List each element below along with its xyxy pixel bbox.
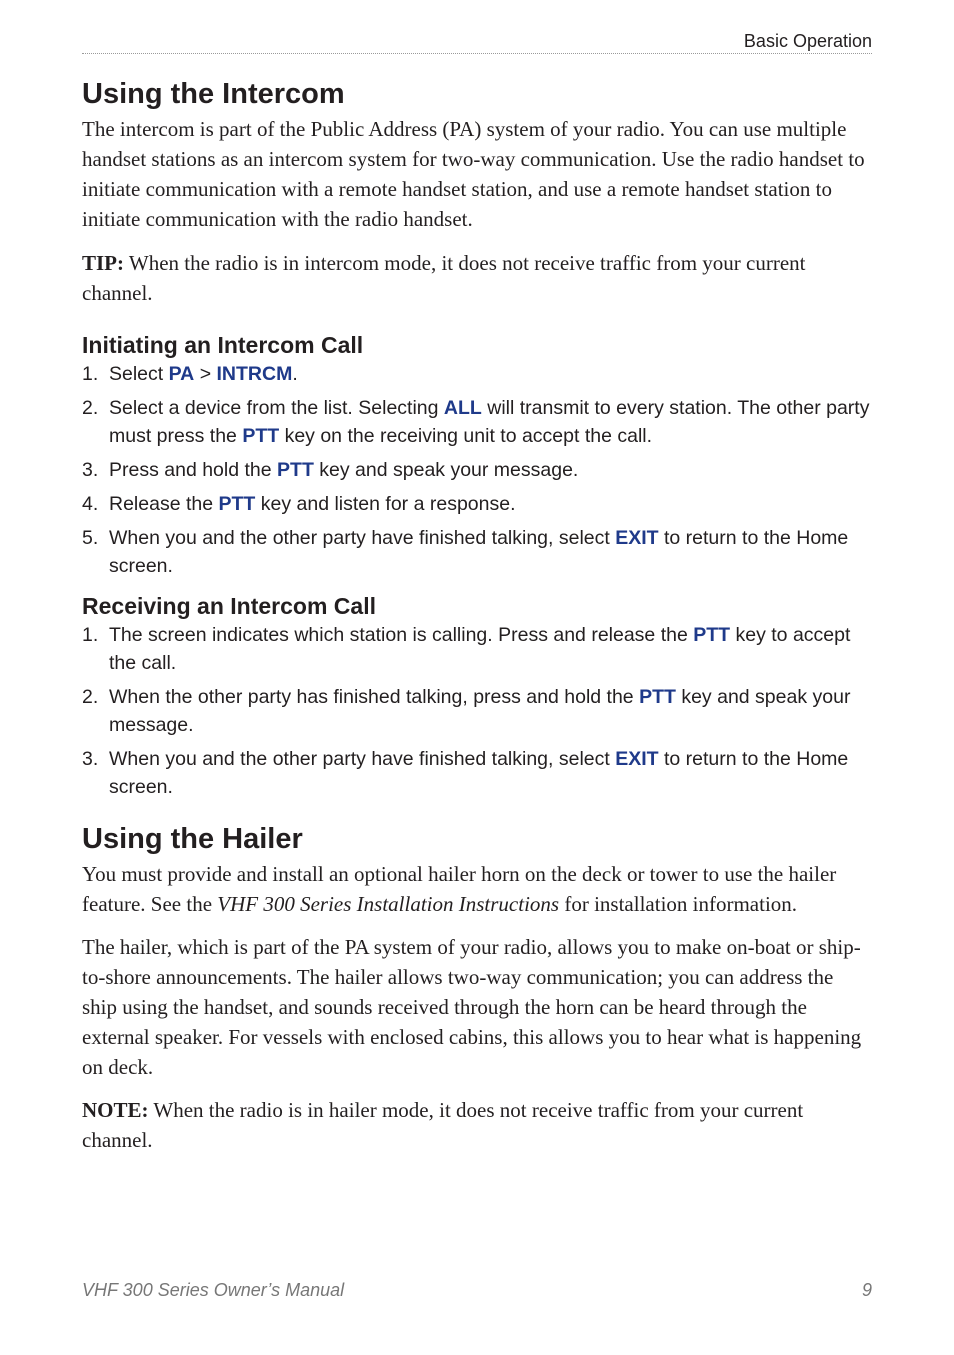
running-header: Basic Operation [743,31,872,51]
step-number: 2. [82,686,99,708]
key-name: PTT [639,686,676,708]
hailer-heading: Using the Hailer [82,823,303,855]
list-item [82,456,872,484]
key-name: PA [168,363,195,385]
intercom-heading: Using the Intercom [82,78,345,110]
note-label: NOTE: [82,1098,149,1122]
hailer-description: The hailer, which is part of the PA system of your radio, allows you to make on-boat or ship-to-shore announcements. The hailer allows two-way communication; you can address the ship using the handset, and sounds received through the horn can be heard through the external speaker. For vessels with enclosed cabins, this allows you to hear what is happening on deck. [82,935,862,1079]
step-text: Release the [109,493,219,515]
step-number: 1. [82,363,99,385]
list-item [82,683,872,739]
step-text: key and speak your message. [109,686,851,736]
note-text: When the radio is in hailer mode, it does not receive traffic from your current channel. [82,1098,804,1152]
tip-label: TIP: [82,251,124,275]
key-name: INTRCM [216,363,293,385]
step-text: key and listen for a response. [255,493,516,515]
hailer-intro [82,859,872,919]
step-text: key and speak your message. [313,459,579,481]
step-text: When you and the other party have finished talking, select [109,527,616,549]
key-name: PTT [693,624,731,646]
step-number: 3. [82,748,99,770]
header-divider [82,53,872,54]
list-item [82,745,872,801]
list-item [82,524,872,580]
step-text: Select [109,363,169,385]
step-text: to return to the Home screen. [109,748,849,798]
key-name: PTT [218,493,256,515]
key-name: EXIT [615,748,659,770]
manual-page [82,0,872,1355]
step-text: Press and hold the [109,459,278,481]
intercom-intro: The intercom is part of the Public Address (PA) system of your radio. You can use multiple handset stations as an intercom system for two-way communication. Use the radio handset to initiate communication with a remote handset station, and use a remote handset station to initiate communication with the radio handset. [82,117,865,231]
step-number: 3. [82,459,99,481]
list-item [82,621,872,677]
step-text: . [292,363,298,385]
hailer-intro-text: You must provide and install an optional hailer horn on the deck or tower to use the hailer feature. See the [82,862,837,916]
step-text: Select a device from the list. Selecting [109,397,444,419]
hailer-section [82,819,872,1155]
key-name: EXIT [615,527,659,549]
receiving-heading: Receiving an Intercom Call [82,593,376,619]
footer-manual-title: VHF 300 Series Owner’s Manual [82,1280,345,1300]
step-text: > [194,363,217,385]
key-name: ALL [443,397,482,419]
step-number: 4. [82,493,99,515]
page-number: 9 [861,1280,872,1300]
intercom-tip [82,248,872,308]
step-number: 1. [82,624,99,646]
initiating-heading: Initiating an Intercom Call [82,332,364,358]
list-item [82,360,872,388]
step-text: to return to the Home screen. [109,527,849,577]
intercom-section [82,74,872,801]
tip-text: When the radio is in intercom mode, it does not receive traffic from your current channel. [82,251,806,305]
receiving-steps-list [82,621,872,801]
installation-instructions-title: VHF 300 Series Installation Instructions [217,892,560,916]
key-name: PTT [242,425,280,447]
list-item [82,490,872,518]
hailer-note [82,1095,872,1155]
step-text: key to accept the call. [109,624,851,674]
step-text: The screen indicates which station is calling. Press and release the [109,624,694,646]
page-content [82,74,872,1155]
list-item [82,394,872,450]
initiating-steps-list [82,360,872,580]
step-text: When you and the other party have finished talking, select [109,748,616,770]
step-number: 2. [82,397,99,419]
key-name: PTT [277,459,314,481]
hailer-intro-end: for installation information. [559,892,798,916]
step-number: 5. [82,527,99,549]
step-text: When the other party has finished talking, press and hold the [109,686,640,708]
step-text: key on the receiving unit to accept the call. [279,425,653,447]
step-text: will transmit to every station. The other party must press the [109,397,870,447]
